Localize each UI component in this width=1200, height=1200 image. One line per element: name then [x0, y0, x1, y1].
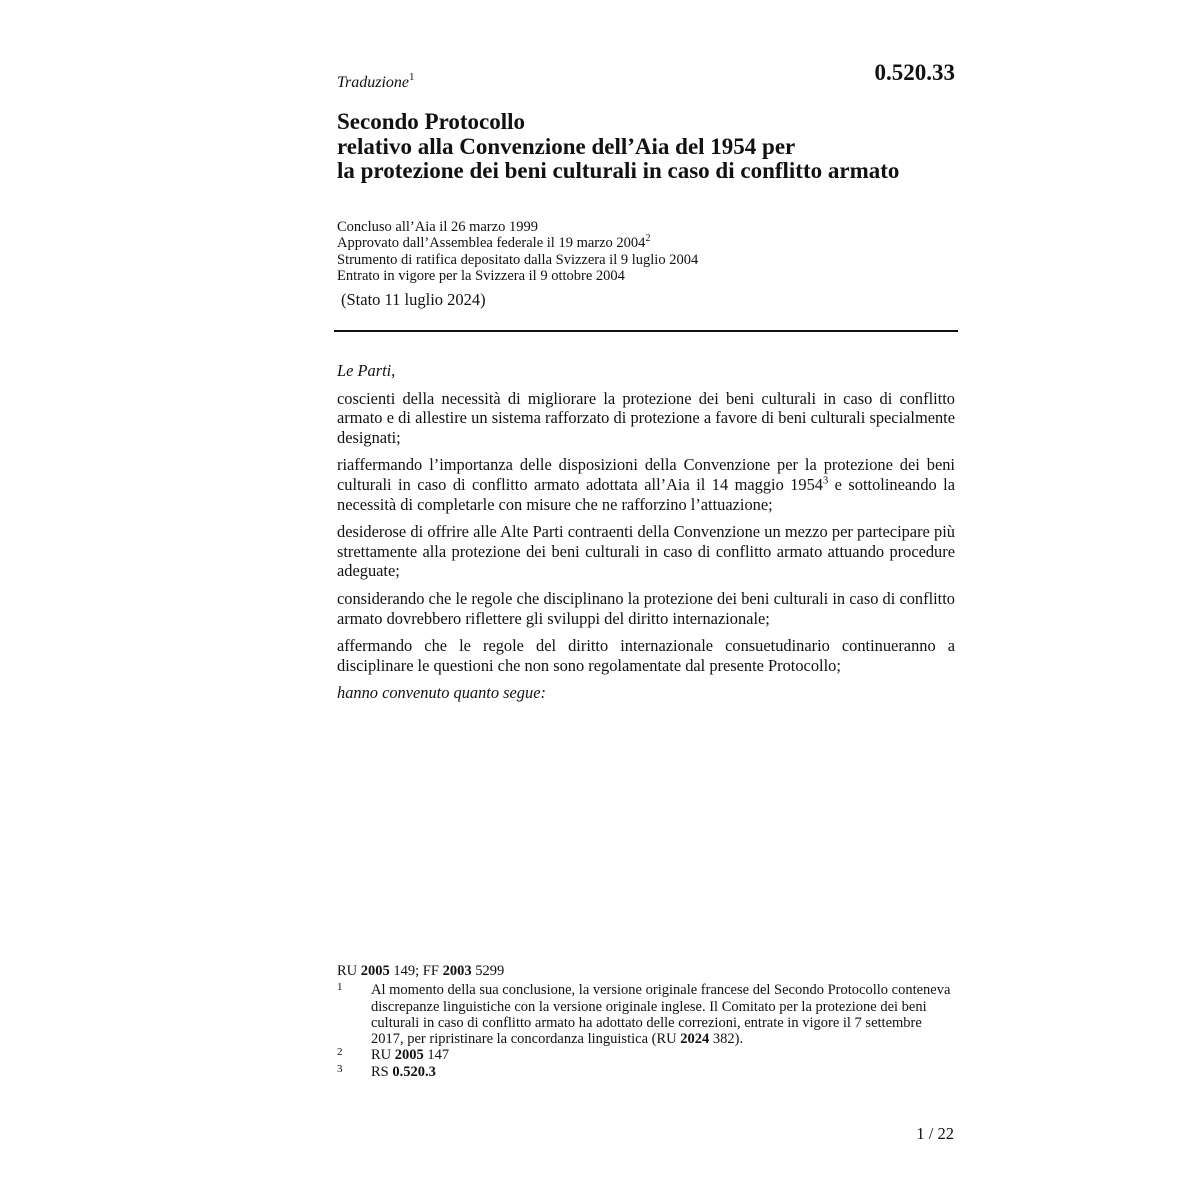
footnote-1-bold: 2024	[680, 1031, 710, 1048]
footnote-ref-2[interactable]: 2	[645, 233, 651, 245]
footnote-2-bold: 2005	[394, 1047, 424, 1064]
title-line-1: Secondo Protocollo	[337, 109, 526, 134]
footnote-3-bold: 0.520.3	[392, 1063, 436, 1080]
title-line-2: relativo alla Convenzione dell’Aia del 1954 per	[337, 133, 796, 159]
title-line-3: la protezione dei beni culturali in caso di conflitto armato	[337, 158, 900, 183]
parties-label: Le Parti,	[337, 361, 396, 380]
document-number: 0.520.33	[874, 60, 955, 85]
source-ff-year: 2003	[442, 963, 472, 979]
footnote-text-1	[371, 982, 957, 1047]
source-ru-year: 2005	[360, 963, 390, 979]
footnote-number-1: 1	[337, 981, 343, 994]
preamble-paragraph-1: coscienti della necessità di migliorare la protezione dei beni culturali in caso di conflitto armato e di allestire un sistema rafforzato di protezione a favore di beni culturali specialmente designati;	[337, 388, 955, 447]
preamble-paragraph-5: affermando che le regole del diritto internazionale consuetudinario continueranno a disciplinare le questioni che non sono regolamentate dal presente Protocollo;	[337, 636, 955, 675]
footnote-ref-1[interactable]: 1	[409, 70, 415, 83]
page-number: 1 / 22	[916, 1124, 954, 1143]
divider-rule	[334, 330, 958, 332]
in-force-date: Entrato in vigore per la Svizzera il 9 ottobre 2004	[337, 267, 625, 284]
footnote-ref-3[interactable]: 3	[822, 475, 829, 487]
footnote-3	[337, 1064, 957, 1080]
footnote-2-suffix: 147	[423, 1047, 450, 1064]
footnotes-section	[337, 963, 957, 1080]
preamble-paragraph-3: desiderose di offrire alle Alte Parti contraenti della Convenzione un mezzo per partecipare più strettamente alla protezione dei beni culturali in caso di conflitto armato attuando procedure adeguate;	[337, 522, 955, 581]
footnote-1	[337, 982, 957, 1047]
preamble	[337, 361, 955, 703]
source-ru-page: 149; FF	[393, 963, 439, 979]
source-ru-label: RU	[337, 963, 358, 979]
document-metadata	[337, 219, 698, 284]
footnote-2-prefix: RU	[371, 1047, 395, 1064]
footnote-text-2	[371, 1047, 957, 1063]
footnote-number-2: 2	[337, 1046, 343, 1059]
ratification-date: Strumento di ratifica depositato dalla Svizzera il 9 luglio 2004	[337, 251, 699, 268]
concluded-date: Concluso all’Aia il 26 marzo 1999	[337, 219, 538, 235]
source-reference	[337, 963, 957, 979]
translation-label-text: Traduzione	[337, 74, 410, 91]
preamble-paragraph-4: considerando che le regole che disciplinano la protezione dei beni culturali in caso di conflitto armato dovrebbero riflettere gli sviluppi del diritto internazionale;	[337, 588, 955, 628]
document-title	[337, 110, 977, 184]
approved-date-text: Approvato dall’Assemblea federale il 19 marzo 2004	[337, 235, 646, 252]
translation-label	[337, 70, 415, 92]
source-ff-page: 5299	[475, 963, 505, 979]
footnote-1-text-a: Al momento della sua conclusione, la versione originale francese del Secondo Protocollo conteneva discrepanze linguistiche con la versione originale inglese. Il Comitato per la protezione dei beni culturali in caso di conflitto armato ha adottato delle correzioni, entrate in vigore il 7 settembre 2017, per ripristinare la concordanza linguistica (RU	[371, 982, 951, 1048]
approved-date	[337, 235, 698, 251]
preamble-paragraph-2	[337, 455, 955, 514]
footnote-3-prefix: RS	[371, 1063, 393, 1080]
preamble-closing: hanno convenuto quanto segue:	[337, 683, 546, 703]
footnote-2	[337, 1047, 957, 1063]
footnote-1-text-b: 382).	[709, 1031, 744, 1048]
status-date: (Stato 11 luglio 2024)	[341, 290, 486, 309]
preamble-paragraph-2-text-b: e sottolineando la necessità di completarle con misure che ne rafforzino l’attuazione;	[337, 474, 955, 514]
footnote-text-3	[371, 1064, 957, 1080]
footnote-number-3: 3	[337, 1062, 343, 1075]
preamble-paragraph-2-text-a: riaffermando l’importanza delle disposizioni della Convenzione per la protezione dei beni culturali in caso di conflitto armato adottata all’Aia il 14 maggio 1954	[337, 455, 955, 494]
